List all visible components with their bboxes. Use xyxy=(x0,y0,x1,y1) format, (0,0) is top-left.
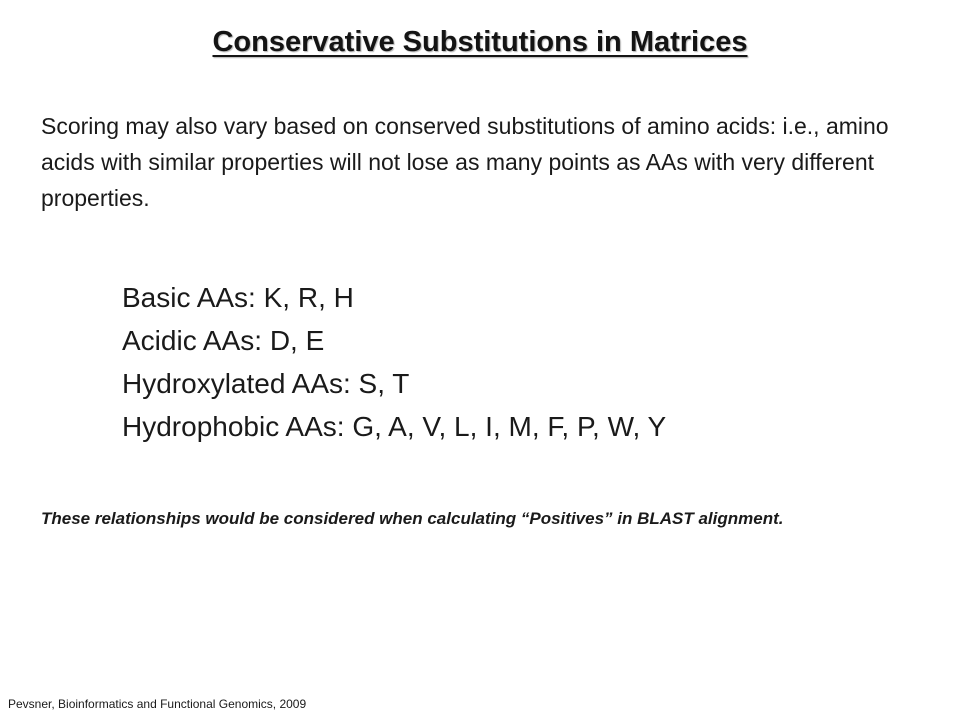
amino-acid-group-list xyxy=(122,276,922,448)
intro-paragraph: Scoring may also vary based on conserved substitutions of amino acids: i.e., amino acids with similar properties will not lose as many points as AAs with very different properties. xyxy=(41,113,889,211)
amino-acid-group-acidic: Acidic AAs: D, E xyxy=(122,325,325,356)
amino-acid-group-basic: Basic AAs: K, R, H xyxy=(122,282,354,313)
blast-positives-note: These relationships would be considered when calculating “Positives” in BLAST alignment. xyxy=(41,509,784,528)
citation: Pevsner, Bioinformatics and Functional Genomics, 2009 xyxy=(8,697,307,711)
amino-acid-group-hydrophobic: Hydrophobic AAs: G, A, V, L, I, M, F, P, W, Y xyxy=(122,411,667,442)
amino-acid-group-hydroxylated: Hydroxylated AAs: S, T xyxy=(122,368,410,399)
slide-title: Conservative Substitutions in Matrices xyxy=(212,26,748,58)
